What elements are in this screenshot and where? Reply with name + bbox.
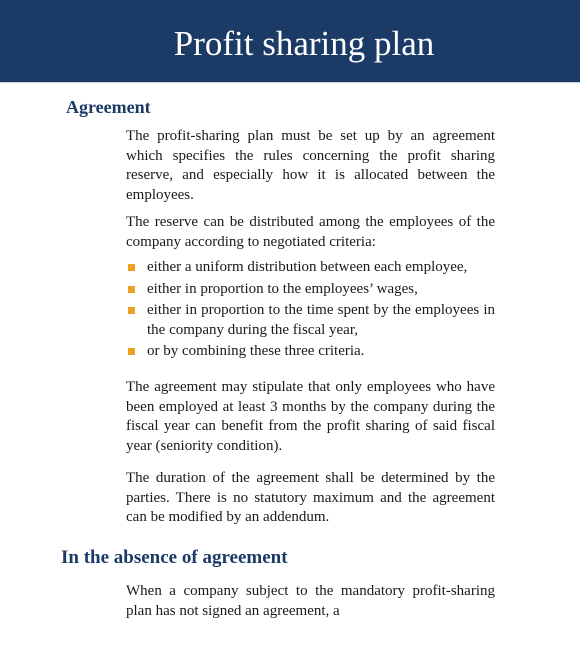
agreement-paragraph-1: The profit-sharing plan must be set up by an agreement which specifies the rules concerning the profit sharing reserve, and especially how it is allocated between the employees. (126, 128, 495, 203)
list-item-text: or by combining these three criteria. (147, 343, 365, 359)
section-heading-absence: In the absence of agreement (61, 547, 288, 568)
absence-paragraph-1: When a company subject to the mandatory profit-sharing plan has not signed an agreement, a (126, 583, 495, 619)
square-bullet-icon (128, 307, 135, 314)
list-item-text: either in proportion to the employees’ wages, (147, 280, 418, 297)
list-item (126, 301, 495, 340)
list-item-text: either a uniform distribution between each employee, (147, 259, 468, 275)
agreement-paragraph-2: The reserve can be distributed among the employees of the company according to negotiated criteria: (126, 214, 495, 250)
document-body (0, 82, 580, 650)
square-bullet-icon (128, 348, 135, 355)
list-item (126, 258, 495, 278)
square-bullet-icon (128, 286, 135, 293)
square-bullet-icon (128, 264, 135, 271)
page-title: Profit sharing plan (173, 24, 435, 63)
title-banner (0, 0, 580, 83)
agreement-paragraph-3: The agreement may stipulate that only employees who have been employed at least 3 months by the company during the fiscal year can benefit from the profit sharing of said fiscal year (seniority condition). (126, 379, 495, 454)
list-item-text: either in proportion to the time spent by the employees in the company during the fiscal year, (147, 302, 495, 338)
criteria-list (126, 258, 495, 364)
list-item (126, 342, 495, 362)
list-item (126, 280, 495, 300)
agreement-paragraph-4: The duration of the agreement shall be determined by the parties. There is no statutory maximum and the agreement can be modified by an addendum. (126, 470, 495, 525)
section-heading-agreement: Agreement (66, 97, 151, 117)
